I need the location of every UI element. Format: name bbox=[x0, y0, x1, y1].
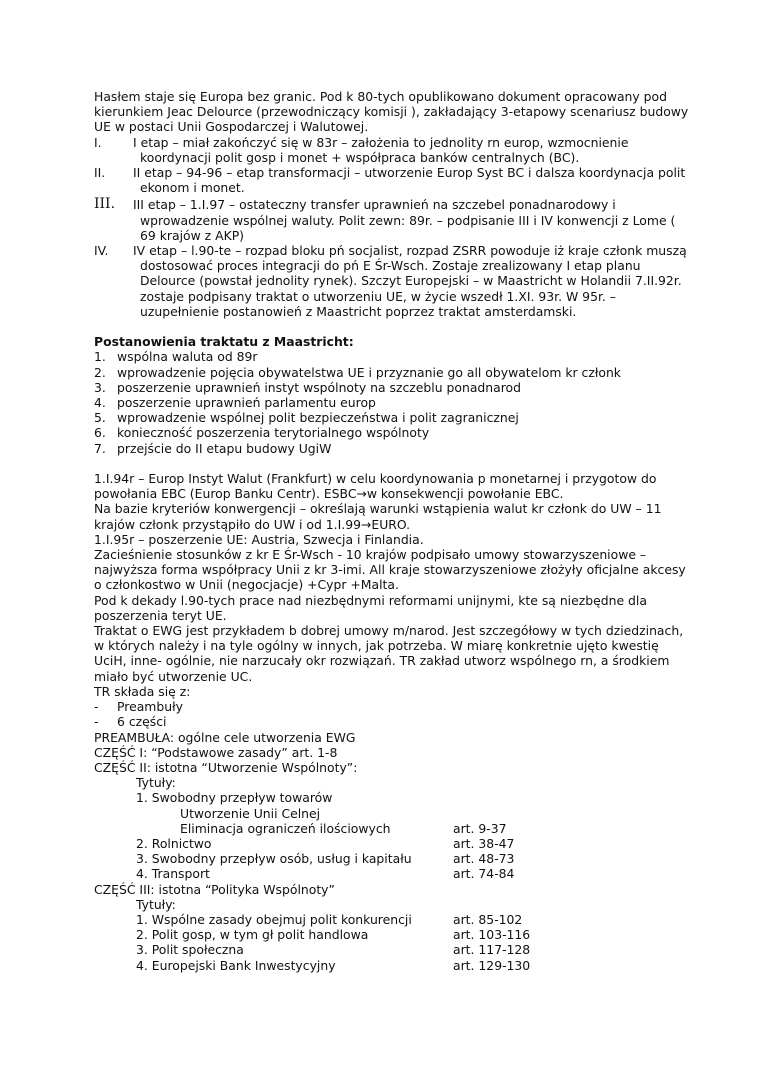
title-row bbox=[94, 958, 694, 973]
preambula-line: PREAMBUŁA: ogólne cele utworzenia EWG bbox=[94, 729, 356, 745]
paragraph: 1.I.94r – Europ Instyt Walut (Frankfurt) w celu koordynowania p monetarnej i przygotow do powołania EBC (Europ Banku Centr). ESBC→w konsekwencji powołanie EBC. bbox=[94, 471, 657, 502]
article-range: art. 85-102 bbox=[453, 911, 523, 927]
article-range: art. 129-130 bbox=[453, 957, 531, 973]
title-label: 2. Polit gosp, w tym gł polit handlowa bbox=[136, 927, 369, 943]
intro-paragraph: Hasłem staje się Europa bez granic. Pod k 80-tych opublikowano dokument opracowany pod kierunkiem Jeac Delource (przewodniczący komisji ), zakładający 3-etapowy scenariusz budowy UE w postaci Unii Gospodarczej i Walutowej. bbox=[94, 89, 689, 135]
title-row bbox=[94, 942, 694, 957]
dash-item bbox=[94, 699, 694, 714]
list-number: 5. bbox=[94, 410, 106, 426]
paragraph: Na bazie kryteriów konwergencji – określają warunki wstąpienia walut kr członk do UW – 11 krajów członk przystąpiło do UW i od 1.I.99→EURO. bbox=[94, 501, 662, 532]
stage-item bbox=[94, 135, 694, 165]
stage-number: IV. bbox=[94, 243, 109, 259]
stage-text: III etap – 1.I.97 – ostateczny transfer uprawnień na szczebel ponadnarodowy i wprowadzenie wspólnej waluty. Polit zewn: 89r. – podpisanie III i IV konwencji z Lome ( 69 krajów z AKP) bbox=[133, 197, 676, 243]
article-range: art. 38-47 bbox=[453, 835, 515, 851]
title-label: 4. Transport bbox=[136, 866, 210, 882]
document-body bbox=[94, 89, 694, 973]
dash-text: 6 części bbox=[117, 714, 167, 730]
title-row bbox=[94, 836, 694, 851]
dash-item bbox=[94, 714, 694, 729]
part3-title: CZĘŚĆ III: istotna “Polityka Wspólnoty” bbox=[94, 881, 335, 897]
stage-text: I etap – miał zakończyć się w 83r – założenia to jednolity rn europ, wzmocnienie koordynacji polit gosp i monet + współpraca banków centralnych (BC). bbox=[133, 134, 629, 165]
paragraph: 1.I.95r – poszerzenie UE: Austria, Szwecja i Finlandia. bbox=[94, 531, 424, 547]
section-heading: Postanowienia traktatu z Maastricht: bbox=[94, 334, 354, 350]
list-item bbox=[94, 380, 694, 395]
title-label: 2. Rolnictwo bbox=[136, 835, 212, 851]
list-text: poszerzenie uprawnień parlamentu europ bbox=[117, 395, 376, 411]
list-text: poszerzenie uprawnień instyt wspólnoty na szczeblu ponadnarod bbox=[117, 379, 521, 395]
titles-label: Tytuły: bbox=[136, 775, 176, 791]
title-label: Eliminacja ograniczeń ilościowych bbox=[180, 820, 391, 836]
title-row bbox=[94, 821, 694, 836]
stage-number: II. bbox=[94, 165, 106, 181]
title-row bbox=[94, 866, 694, 881]
paragraph: Traktat o EWG jest przykładem b dobrej umowy m/narod. Jest szczegółowy w tych dziedzinach, w których należy i na tyle ogólny w innych, jak potrzeba. W miarę konkretnie ujęto kwestię UciH, inne- ogólnie, nie narzucały okr rozwiązań. TR zakład utworz wspólnego rn, a środkiem miało być utworzenie UC. bbox=[94, 623, 684, 684]
maastricht-list bbox=[94, 349, 694, 455]
list-item bbox=[94, 349, 694, 364]
subtitle-item: Utworzenie Unii Celnej bbox=[180, 805, 321, 821]
dash-marker: - bbox=[94, 714, 99, 730]
stage-number: III. bbox=[94, 196, 116, 213]
list-text: konieczność poszerzenia terytorialnego wspólnoty bbox=[117, 425, 430, 441]
list-text: wprowadzenie pojęcia obywatelstwa UE i przyznanie go all obywatelom kr członk bbox=[117, 364, 621, 380]
list-number: 7. bbox=[94, 440, 106, 456]
stage-item bbox=[94, 165, 694, 195]
paragraph: TR składa się z: bbox=[94, 683, 191, 699]
paragraph: Pod k dekady l.90-tych prace nad niezbędnymi reformami unijnymi, kte są niezbędne dla poszerzenia teryt UE. bbox=[94, 592, 647, 623]
list-number: 3. bbox=[94, 379, 106, 395]
title-label: 3. Polit społeczna bbox=[136, 942, 244, 958]
dash-text: Preambuły bbox=[117, 699, 183, 715]
article-range: art. 9-37 bbox=[453, 820, 507, 836]
paragraph: Zacieśnienie stosunków z kr E Śr-Wsch - 10 krajów podpisało umowy stowarzyszeniowe – najwyższa forma współpracy Unii z kr 3-imi. All kraje stowarzyszeniowe złożyły oficjalne akcesy o członkostwo w Unii (negocjacje) +Cypr +Malta. bbox=[94, 547, 686, 593]
title-row bbox=[94, 912, 694, 927]
title-row bbox=[94, 927, 694, 942]
article-range: art. 48-73 bbox=[453, 851, 515, 867]
list-text: przejście do II etapu budowy UgiW bbox=[117, 440, 332, 456]
stage-number: I. bbox=[94, 134, 102, 150]
stage-item bbox=[94, 197, 694, 243]
list-item bbox=[94, 395, 694, 410]
list-text: wspólna waluta od 89r bbox=[117, 349, 258, 365]
titles-label: Tytuły: bbox=[136, 896, 176, 912]
part1-line: CZĘŚĆ I: “Podstawowe zasady” art. 1-8 bbox=[94, 744, 338, 760]
title-item: 1. Swobodny przepływ towarów bbox=[136, 790, 333, 806]
list-item bbox=[94, 365, 694, 380]
list-number: 1. bbox=[94, 349, 106, 365]
article-range: art. 117-128 bbox=[453, 942, 531, 958]
title-row bbox=[94, 851, 694, 866]
list-number: 2. bbox=[94, 364, 106, 380]
title-label: 3. Swobodny przepływ osób, usług i kapitału bbox=[136, 851, 412, 867]
article-range: art. 74-84 bbox=[453, 866, 515, 882]
list-item bbox=[94, 441, 694, 456]
list-number: 4. bbox=[94, 395, 106, 411]
list-item bbox=[94, 425, 694, 440]
list-number: 6. bbox=[94, 425, 106, 441]
title-label: 4. Europejski Bank Inwestycyjny bbox=[136, 957, 336, 973]
title-label: 1. Wspólne zasady obejmuj polit konkurencji bbox=[136, 911, 412, 927]
dash-marker: - bbox=[94, 699, 99, 715]
part2-title: CZĘŚĆ II: istotna “Utworzenie Wspólnoty”: bbox=[94, 759, 358, 775]
list-item bbox=[94, 410, 694, 425]
article-range: art. 103-116 bbox=[453, 927, 531, 943]
list-text: wprowadzenie wspólnej polit bezpieczeństwa i polit zagranicznej bbox=[117, 410, 519, 426]
stage-item bbox=[94, 243, 694, 319]
stage-text: II etap – 94-96 – etap transformacji – utworzenie Europ Syst BC i dalsza koordynacja polit ekonom i monet. bbox=[133, 165, 686, 196]
stage-text: IV etap – l.90-te – rozpad bloku pń socjalist, rozpad ZSRR powoduje iż kraje członk muszą dostosować proces integracji do pń E Śr-Wsch. Zostaje zrealizowany I etap planu Delource (powstał jednolity rynek). Szczyt Europejski – w Maastricht w Holandii 7.II.92r. zostaje podpisany traktat o utworzeniu UE, w życie wszedł 1.XI. 93r. W 95r. – uzupełnienie postanowień z Maastricht poprzez traktat amsterdamski. bbox=[133, 243, 687, 319]
